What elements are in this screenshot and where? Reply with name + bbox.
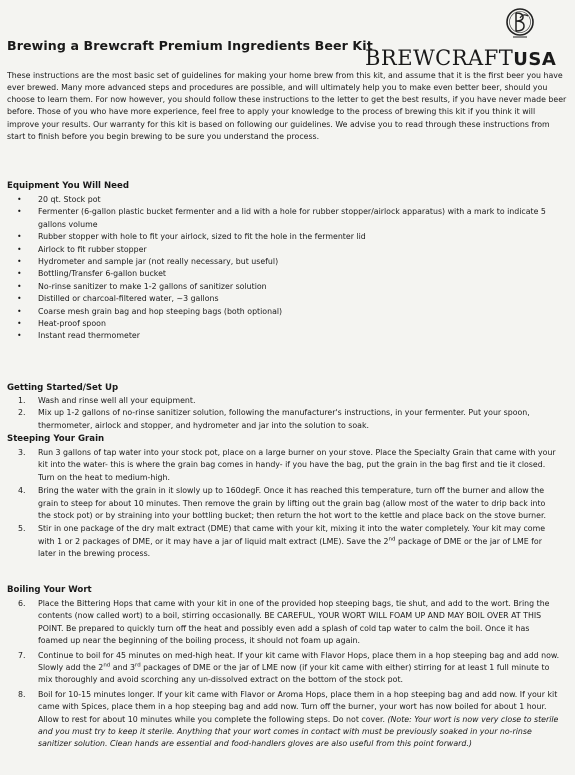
bullet-icon: • xyxy=(17,207,22,217)
equipment-item xyxy=(7,318,557,330)
equipment-item-text: Heat-proof spoon xyxy=(38,319,106,329)
warning-text: BE CAREFUL, YOUR WORT WILL FOAM UP AND MAY BOIL OVER AT THIS POINT. xyxy=(38,611,542,633)
bullet-icon: • xyxy=(17,195,22,204)
list-item xyxy=(7,650,560,687)
bullet-icon: • xyxy=(17,257,22,267)
equipment-item xyxy=(7,281,557,293)
list-item xyxy=(7,689,560,751)
list-item xyxy=(7,485,560,522)
steeping-heading: Steeping Your Grain xyxy=(7,434,105,444)
boiling-list xyxy=(7,598,560,751)
equipment-list xyxy=(7,194,557,343)
item-text: Place the Bittering Hops that came with your kit in one of the provided hop steeping bags, tie shut, and add to the wort. Bring the contents (now called wort) to a boil, stirring occasionally. xyxy=(38,599,550,621)
logo-usa-text: USA xyxy=(513,49,557,70)
bullet-icon: • xyxy=(17,306,22,316)
item-number: 8. xyxy=(18,689,26,699)
getting-started-heading: Getting Started/Set Up xyxy=(7,383,119,393)
equipment-item xyxy=(7,194,557,206)
item-text: Bring the water with the grain in it slowly up to 160degF. Once it has reached this temperature, turn off the burner and allow the grain to steep for about 10 minutes. Then remove the grain by lifting out the grain bag (allow most of the water to drip back into the stock pot) or by straining into your bottling bucket; then return the hot wort to the kettle and place back on the stove burner. xyxy=(38,486,546,521)
intro-paragraph xyxy=(7,70,567,143)
equipment-item xyxy=(7,306,557,318)
equipment-item xyxy=(7,231,557,243)
list-item xyxy=(7,523,560,560)
item-number: 7. xyxy=(18,650,26,660)
item-text: packages of DME or the jar of LME now (if your kit came with either) stirring for at least 1 full minute to mix thoroughly and avoid scorching any un-dissolved extract on the bottom of the stock pot. xyxy=(38,663,550,685)
equipment-heading: Equipment You Will Need xyxy=(7,181,129,191)
item-text: and 3 xyxy=(110,663,136,673)
equipment-item xyxy=(7,256,557,268)
item-text: Continue to boil for 45 minutes on med-high heat. If your kit came with Flavor Hops, place them in a hop steeping bag and add now. Slowly add the 2 xyxy=(38,650,560,673)
steeping-list xyxy=(7,447,560,561)
item-text: Boil for 10-15 minutes longer. If your kit came with Flavor or Aroma Hops, place them in a hop steeping bag and add now. If your kit came with Spices, place them in a hop steeping bag and add now. Turn off the burner, your wort has now boiled for about 1 hour. Allow to rest for about 10 minutes while you complete the following steps. Do not cover. xyxy=(38,689,558,724)
equipment-item-text: Coarse mesh grain bag and hop steeping bags (both optional) xyxy=(38,306,283,316)
bullet-icon: • xyxy=(17,244,22,254)
item-number: 1. xyxy=(18,396,26,405)
superscript: rd xyxy=(135,662,141,669)
equipment-item xyxy=(7,330,557,342)
equipment-item xyxy=(7,268,557,280)
equipment-item-text: 20 qt. Stock pot xyxy=(38,195,101,204)
item-text: Be prepared to quickly turn off the heat and possibly even add a splash of cold tap water to calm the boil. Once it has foamed up near the beginning of the boiling process, it should not foam up again. xyxy=(38,623,530,646)
item-text: Mix up 1-2 gallons of no-rinse sanitizer solution, following the manufacturer's instructions, in your fermenter. Put your spoon, thermometer, airlock and stopper, and hydrometer and jar into the solution to soak. xyxy=(38,408,530,430)
brewcraft-monogram-logo xyxy=(505,4,535,42)
item-number: 4. xyxy=(18,486,26,496)
item-number: 6. xyxy=(18,599,26,608)
item-number: 3. xyxy=(18,448,26,457)
sterile-note: (Note: Your wort is now very close to sterile and you must try to keep it sterile. Anything that your wort comes in contact with must be previously soaked in your no-rinse sanitizer solution. Clean hands are essential and food-handlers gloves are also useful from this point forward.) xyxy=(38,714,559,749)
bullet-icon: • xyxy=(17,294,22,304)
page-title: Brewing a Brewcraft Premium Ingredients Beer Kit xyxy=(7,38,373,53)
item-text: Stir in one package of the dry malt extract (DME) that came with your kit, mixing it into the water completely. Your kit may come with 1 or 2 packages of DME, or it may have a jar of liquid malt extract (LME). Save the 2 xyxy=(38,524,546,546)
bullet-icon: • xyxy=(17,331,22,341)
equipment-item xyxy=(7,293,557,305)
equipment-item xyxy=(7,244,557,256)
list-item xyxy=(7,395,560,407)
equipment-item-text: Airlock to fit rubber stopper xyxy=(38,244,147,254)
item-text: Wash and rinse well all your equipment. xyxy=(38,396,196,405)
item-text: package of DME or the jar of LME for later in the brewing process. xyxy=(38,536,542,559)
equipment-item xyxy=(7,206,557,231)
equipment-item-text: Instant read thermometer xyxy=(38,331,140,341)
list-item xyxy=(7,407,560,432)
logo-main-text: BREWCRAFT xyxy=(365,46,514,70)
intro-text: These instructions are the most basic set of guidelines for making your home brew from this kit, and assume that it is the first beer you have ever brewed. Many more advanced steps and procedures are possible, and will ultimately help you to make even better beer, should you choose to learn them. For now however, you should follow these instructions to the letter to get the best results, if you have never made beer before. Those of you who have more experience, feel free to apply your knowledge to the process of brewing this kit if you think it will improve your results. Our warranty for this kit is based on following our guidelines. We advise you to read through these instructions from start to finish before you begin brewing to be sure you understand the process. xyxy=(7,71,567,141)
equipment-item-text: Rubber stopper with hole to fit your airlock, sized to fit the hole in the fermenter lid xyxy=(38,232,366,242)
brewcraft-wordmark xyxy=(365,46,556,70)
equipment-item-text: Fermenter (6-gallon plastic bucket fermenter and a lid with a hole for rubber stopper/airlock apparatus) with a mark to indicate 5 gallons volume xyxy=(38,207,546,229)
item-text: Run 3 gallons of tap water into your stock pot, place on a large burner on your stove. Place the Specialty Grain that came with your kit into the water- this is where the grain bag comes in handy- if you have the bag, put the grain in the bag first and tie it closed. Turn on the heat to medium-high. xyxy=(38,448,556,482)
getting-started-list xyxy=(7,395,560,432)
superscript: nd xyxy=(388,536,396,543)
equipment-item-text: No-rinse sanitizer to make 1-2 gallons of sanitizer solution xyxy=(38,281,267,291)
boiling-heading: Boiling Your Wort xyxy=(7,585,92,595)
equipment-item-text: Hydrometer and sample jar (not really necessary, but useful) xyxy=(38,257,279,267)
bullet-icon: • xyxy=(17,232,22,242)
list-item xyxy=(7,447,560,484)
equipment-item-text: Bottling/Transfer 6-gallon bucket xyxy=(38,269,166,279)
superscript: nd xyxy=(103,662,111,669)
list-item xyxy=(7,598,560,648)
bullet-icon: • xyxy=(17,319,22,329)
equipment-item-text: Distilled or charcoal-filtered water, ~3 gallons xyxy=(38,294,219,304)
item-number: 5. xyxy=(18,524,26,534)
item-number: 2. xyxy=(18,408,26,418)
bullet-icon: • xyxy=(17,269,22,279)
bullet-icon: • xyxy=(17,281,22,291)
